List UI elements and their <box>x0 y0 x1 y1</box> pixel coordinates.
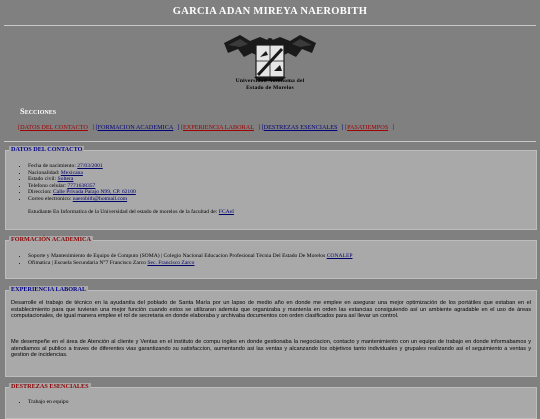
nav-divider <box>4 141 536 142</box>
student-text: Estudiante En Informatica de la Universidad del estado de morelos de la facultad de: <box>28 209 218 215</box>
nav-link-pasatiempos[interactable]: PASATIEMPOS <box>347 124 389 131</box>
formation-legend: FORMACIÓN ACADEMICA <box>11 236 91 243</box>
formation-text: Ofimatica | Escuela Secundaria N°7 Francisco Zarco <box>28 259 146 266</box>
address-value: Calle Privada Parajo N99, CP. 62100 <box>53 189 136 196</box>
nav-link-formacion[interactable]: FORMACION ACADEMICA <box>97 124 174 131</box>
birthdate-value: 27/03/2001 <box>77 163 103 169</box>
fcaei-link[interactable]: FCAeI <box>218 209 234 215</box>
contact-legend: DATOS DEL CONTACTO <box>11 146 83 153</box>
formation-list <box>14 253 352 266</box>
nav-link-contacto[interactable]: DATOS DEL CONTACTO <box>20 124 88 131</box>
conalep-link[interactable]: CONALEP <box>326 253 353 259</box>
civil-status-value: Soltera <box>57 176 74 183</box>
sections-nav: [DATOS DEL CONTACTO ] [FORMACION ACADEMICA ] [EXPERIENCIA LABORAL ] [DESTREZAS ESENCIALES ] [PASATIEMPOS ] <box>18 124 395 131</box>
contact-row <box>28 196 136 203</box>
contact-label: Nacionalidad: <box>28 169 60 176</box>
contact-list <box>14 163 136 203</box>
contact-label: Direccion: <box>28 189 52 196</box>
nav-link-destrezas[interactable]: DESTREZAS ESENCIALES <box>263 124 338 131</box>
formation-item <box>28 253 352 260</box>
contact-label: Estado civil: <box>28 176 57 183</box>
contact-row <box>28 170 136 177</box>
student-line <box>28 209 234 215</box>
skills-section <box>5 387 537 419</box>
skills-legend: DESTREZAS ESENCIALES <box>11 383 89 390</box>
nationality-value: Mexicana <box>60 169 83 176</box>
formation-text: Soporte y Mantenimiento de Equipo de Computo (SOMA) | Colegio Nacional Educacion Profesional Técnia Del Estado De Morelos <box>28 253 326 259</box>
sections-heading: Secciones <box>20 106 57 116</box>
skill-item: • Trabajo en equipo <box>28 399 69 406</box>
university-name-line2: Estado de Morelos <box>246 85 294 91</box>
nav-link-experiencia[interactable]: EXPERIENCIA LABORAL <box>183 124 254 131</box>
contact-row <box>28 176 136 183</box>
experience-legend: EXPERIENCIA LABORAL <box>11 286 87 293</box>
phone-value: 7771638357 <box>67 182 96 189</box>
page-title: GARCIA ADAN MIREYA NAEROBITH <box>172 6 368 17</box>
contact-label: Fecha de nacimiento: <box>28 163 76 169</box>
contact-row <box>28 163 136 170</box>
email-link[interactable]: naerobith@hotmail.com <box>72 195 128 202</box>
university-name-line1: Universidad Autónoma del <box>235 78 305 84</box>
experience-paragraph-1: Desarrolle el trabajo de técnico en la ayudantía del poblado de Santa María por un lapso de medio año en donde me emplee en asegurar una mejor optimización de los portátiles que estaban en el establecimiento para que tuvieran una mejor función cuando estos se utilizaran además que organizaba y mantenía en orden las estancias consiguiendo así un ambiente agradable en el uso de áreas computacionales, de igual manera emplee el rol de secretaria en donde elaboraba y archivaba documentos con orden clasificados para así llevar un control. <box>11 300 531 320</box>
contact-row <box>28 189 136 196</box>
contact-label: Telefono celular: <box>28 182 66 189</box>
contact-row <box>28 183 136 190</box>
experience-paragraph-2: Me desempeñe en el área de Atención al cliente y Ventas en el instituto de compu ingles en donde gestionaba la negociacion, contacto y mantenimiento con un equipo de trabajo en donde informabamos y atendiamos al publico a traves de diferentes vias garantizando su satisfaccion, aumentando asi las ventas y alcanzando los objetivos tanto individuales y grupales realizando asi el seguimiento a ventas y gestion de incidencias. <box>11 339 531 359</box>
sec-zarco-link[interactable]: Sec. Francisco Zarco <box>147 259 195 266</box>
header-divider <box>4 25 536 26</box>
contact-label: Correo electronico: <box>28 195 72 202</box>
formation-item <box>28 260 352 267</box>
